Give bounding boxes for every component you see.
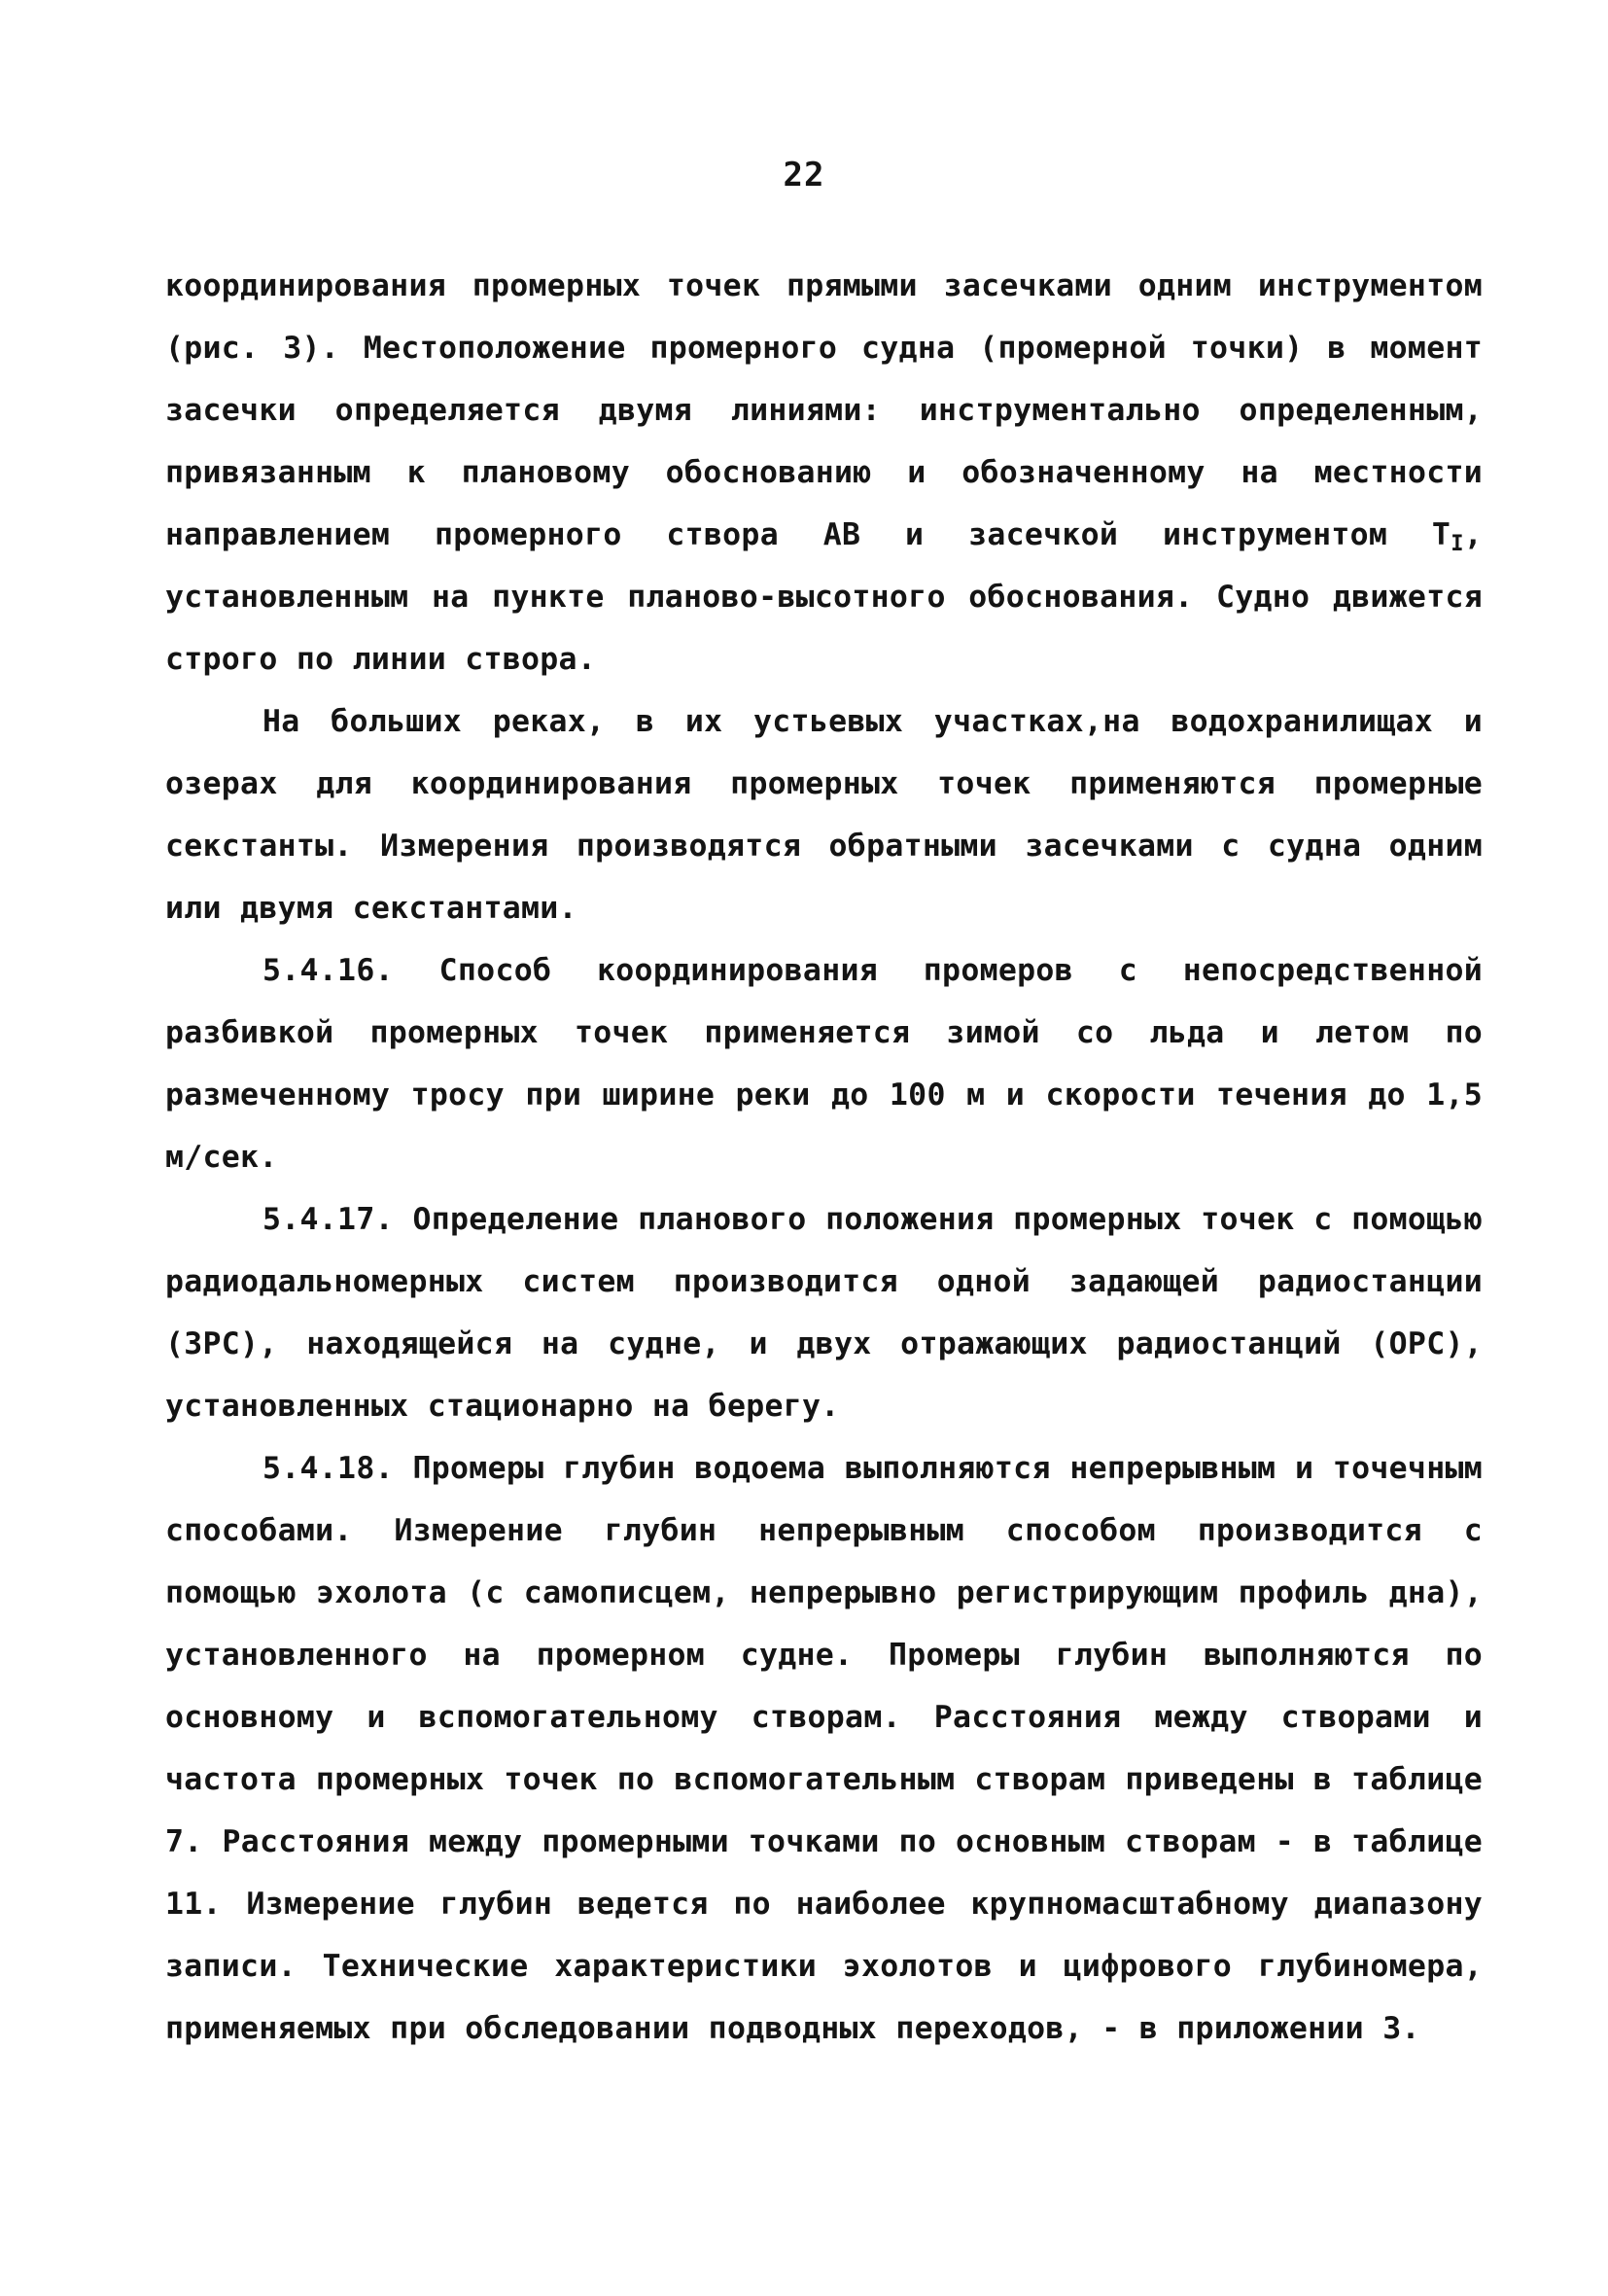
paragraph-text: координирования промерных точек прямыми засечками одним инструментом (рис. 3). Местоположение промерного судна (промерной точки) в момент засечки определяется двумя линиями: инструментально определенным, привязанным к плановому обоснованию и обозначенному на местности направлением промерного створа АВ и засечкой инструментом Т: [165, 268, 1483, 552]
page-number: 22: [783, 156, 825, 194]
paragraph-5-4-17: 5.4.17. Определение планового положения промерных точек с помощью радиодальномерных систем производится одной задающей радиостанции (ЗРС), находящейся на судне, и двух отражающих радиостанций (ОРС), установленных стационарно на берегу.: [165, 1202, 1483, 1424]
paragraph-sextants: На больших реках, в их устьевых участках,на водохранилищах и озерах для координирования промерных точек применяются промерные секстанты. Измерения производятся обратными засечками с судна одним или двумя секстантами.: [165, 704, 1483, 926]
paragraph-continuation: [165, 255, 1483, 690]
subscript-text: I: [1451, 532, 1464, 556]
body-text: [165, 255, 1483, 2060]
paragraph-text-tail: , установленным на пункте планово-высотного обоснования. Судно движется строго по линии створа.: [165, 517, 1483, 677]
paragraph-5-4-18: 5.4.18. Промеры глубин водоема выполняются непрерывным и точечным способами. Измерение глубин непрерывным способом производится с помощью эхолота (с самописцем, непрерывно регистрирующим профиль дна), установленного на промерном судне. Промеры глубин выполняются по основному и вспомогательному створам. Расстояния между створами и частота промерных точек по вспомогательным створам приведены в таблице 7. Расстояния между промерными точками по основным створам - в таблице 11. Измерение глубин ведется по наиболее крупномасштабному диапазону записи. Технические характеристики эхолотов и цифрового глубиномера, применяемых при обследовании подводных переходов, - в приложении 3.: [165, 1451, 1483, 2046]
paragraph-5-4-16: 5.4.16. Способ координирования промеров с непосредственной разбивкой промерных точек применяется зимой со льда и летом по размеченному тросу при ширине реки до 100 м и скорости течения до 1,5 м/сек.: [165, 953, 1483, 1175]
